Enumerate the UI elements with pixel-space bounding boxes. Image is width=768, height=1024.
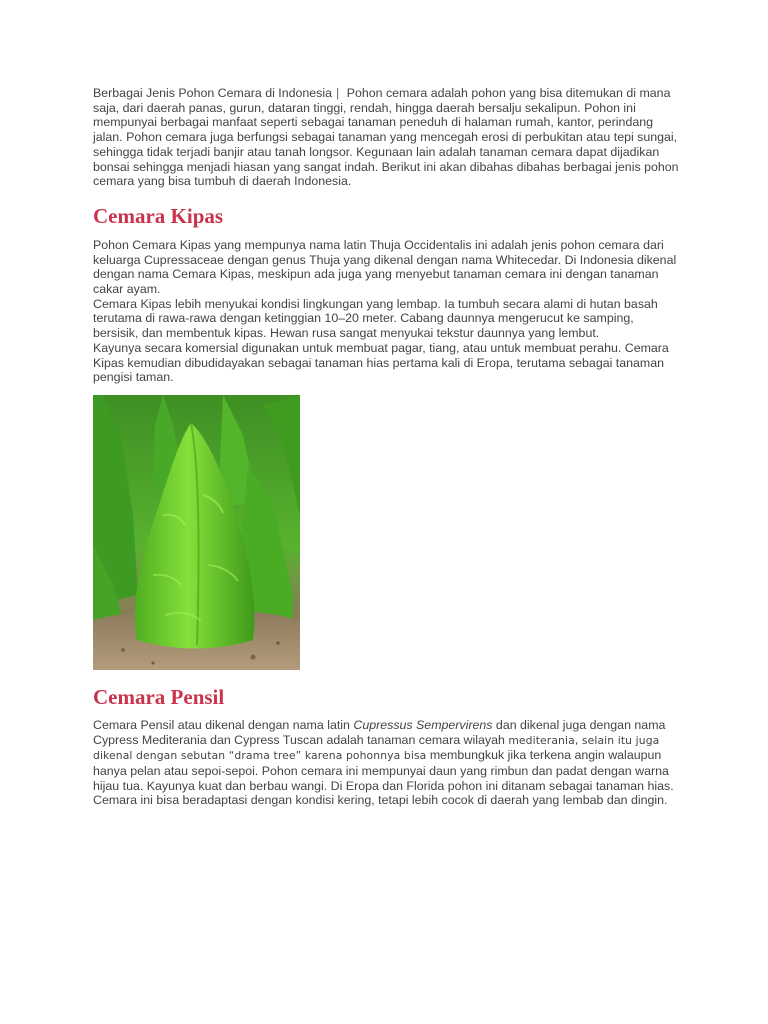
pensil-text-4: membungkuk jika terkena angin walaupun hanya pelan atau sepoi-sepoi. Pohon cemara ini mempunyai daun yang rimbun dan padat dengan warna hijau tua. Kayunya kuat dan berbau wangi. Di Eropa dan Florida pohon ini ditanam sebagai tanaman hias. Cemara ini bisa beradaptasi dengan kondisi kering, tetapi lebih cocok di daerah yang lembab dan dingin. bbox=[93, 748, 674, 808]
pensil-paragraph bbox=[93, 718, 679, 808]
pensil-text-2: dan dikenal juga dengan nama Cypress Mediterania dan Cypress Tuscan adalah tanaman cemara wilayah bbox=[93, 717, 666, 747]
intro-paragraph bbox=[93, 86, 679, 189]
heading-cemara-kipas: Cemara Kipas bbox=[93, 203, 224, 228]
pensil-text-1: Cemara Pensil atau dikenal dengan nama latin bbox=[93, 717, 354, 732]
pensil-text-3: mediterania, selain itu juga dikenal dengan sebutan “drama tree” karena pohonnya bisa bbox=[93, 733, 660, 763]
heading-cemara-pensil: Cemara Pensil bbox=[93, 684, 225, 709]
document-page bbox=[93, 86, 679, 808]
intro-separator: | bbox=[336, 86, 340, 100]
intro-title: Berbagai Jenis Pohon Cemara di Indonesia bbox=[93, 86, 333, 100]
intro-text: Pohon cemara adalah pohon yang bisa ditemukan di mana saja, dari daerah panas, gurun, dataran tinggi, rendah, hingga daerah bersalju sekalipun. Pohon ini mempunyai berbagai manfaat seperti sebagai tanaman peneduh di halaman rumah, kantor, perindang jalan. Pohon cemara juga berfungsi sebagai tanaman yang mencegah erosi di perbukitan atau tepi sungai, sehingga tidak terjadi banjir atau tanah longsor. Kegunaan lain adalah tanaman cemara dapat dijadikan bonsai sehingga menjadi hiasan yang sangat indah. Berikut ini akan dibahas dibahas berbagai jenis pohon cemara yang bisa tumbuh di daerah Indonesia. bbox=[93, 86, 679, 189]
kipas-paragraph-3: Kayunya secara komersial digunakan untuk membuat pagar, tiang, atau untuk membuat perahu. Cemara Kipas kemudian dibudidayakan sebagai tanaman hias pertama kali di Eropa, terutama sebagai tanaman pengisi taman. bbox=[93, 340, 669, 385]
pensil-latin-name: Cupressus Sempervirens bbox=[353, 717, 493, 732]
kipas-paragraph-2: Cemara Kipas lebih menyukai kondisi lingkungan yang lembap. Ia tumbuh secara alami di hutan basah terutama di rawa-rawa dengan ketinggian 10–20 meter. Cabang daunnya mengerucut ke samping, bersisik, dan membentuk kipas. Hewan rusa sangat menyukai tekstur daunnya yang lembut. bbox=[93, 296, 658, 341]
kipas-paragraph-1: Pohon Cemara Kipas yang mempunya nama latin Thuja Occidentalis ini adalah jenis pohon cemara dari keluarga Cupressaceae dengan genus Thuja yang dikenal dengan nama Whitecedar. Di Indonesia dikenal dengan nama Cemara Kipas, meskipun ada juga yang menyebut tanaman cemara ini dengan tanaman cakar ayam. bbox=[93, 237, 677, 297]
cemara-kipas-photo bbox=[93, 395, 300, 670]
